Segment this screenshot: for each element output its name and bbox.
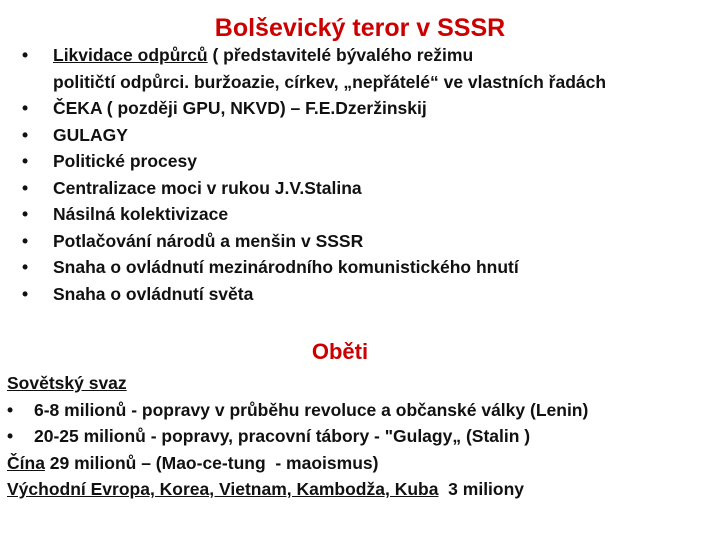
bullet-dot: • bbox=[7, 399, 14, 420]
bullet-text: Násilná kolektivizace bbox=[53, 204, 229, 224]
bullet-list bbox=[22, 42, 712, 307]
victim-item-text: 20-25 milionů - popravy, pracovní tábory - "Gulagy„ (Stalin ) bbox=[34, 426, 531, 446]
bullet-item bbox=[22, 201, 712, 228]
bullet-dot: • bbox=[22, 45, 29, 65]
ussr-heading-line bbox=[7, 370, 717, 397]
bullet-item bbox=[22, 148, 712, 175]
slide-title: Bolševický teror v SSSR bbox=[214, 14, 506, 42]
bullet-item bbox=[22, 281, 712, 308]
bullet-text: ČEKA ( později GPU, NKVD) – F.E.Dzeržinskij bbox=[53, 98, 427, 118]
victims-section bbox=[7, 370, 717, 503]
bullet-dot: • bbox=[7, 426, 14, 446]
other-countries-label: Východní Evropa, Korea, Vietnam, Kambodža, Kuba bbox=[7, 479, 439, 499]
china-line bbox=[7, 450, 717, 477]
bullet-dot: • bbox=[22, 98, 29, 118]
victim-item-text: 6-8 milionů - popravy v průběhu revoluce a občanské války (Lenin) bbox=[34, 399, 589, 420]
bullet-dot: • bbox=[22, 230, 29, 251]
bullet-item bbox=[22, 175, 712, 202]
bullet-dot: • bbox=[22, 204, 29, 224]
victim-item bbox=[7, 423, 717, 450]
bullet-text: Snaha o ovládnutí mezinárodního komunistického hnutí bbox=[53, 257, 519, 277]
other-countries-line bbox=[7, 476, 717, 503]
bullet-item bbox=[22, 122, 712, 149]
bullet-text: Snaha o ovládnutí světa bbox=[53, 283, 254, 304]
bullet-item bbox=[22, 254, 712, 281]
bullet-dot: • bbox=[22, 283, 29, 304]
bullet-text: ( představitelé bývalého režimu bbox=[207, 45, 474, 65]
bullet-text: Potlačování národů a menšin v SSSR bbox=[53, 230, 364, 251]
bullet-text: Politické procesy bbox=[53, 151, 197, 171]
bullet-dot: • bbox=[22, 177, 29, 198]
bullet-dot: • bbox=[22, 151, 29, 171]
ussr-label: Sovětský svaz bbox=[7, 373, 127, 393]
bullet-item bbox=[22, 95, 712, 122]
bullet-continuation: političtí odpůrci. buržoazie, církev, „nepřátelé“ ve vlastních řadách bbox=[53, 71, 607, 92]
bullet-text: GULAGY bbox=[53, 124, 128, 145]
bullet-dot: • bbox=[22, 124, 29, 145]
china-text: 29 milionů – (Mao-ce-tung - maoismus) bbox=[44, 452, 379, 473]
other-countries-text: 3 miliony bbox=[438, 479, 525, 499]
bullet-item bbox=[22, 228, 712, 255]
bullet-item bbox=[22, 42, 712, 95]
bullet-dot: • bbox=[22, 257, 29, 277]
bullet-underlined-text: Likvidace odpůrců bbox=[53, 45, 208, 65]
bullet-text: Centralizace moci v rukou J.V.Stalina bbox=[53, 177, 362, 198]
china-label: Čína bbox=[7, 452, 45, 473]
victims-heading: Oběti bbox=[311, 339, 369, 364]
victim-item bbox=[7, 397, 717, 424]
